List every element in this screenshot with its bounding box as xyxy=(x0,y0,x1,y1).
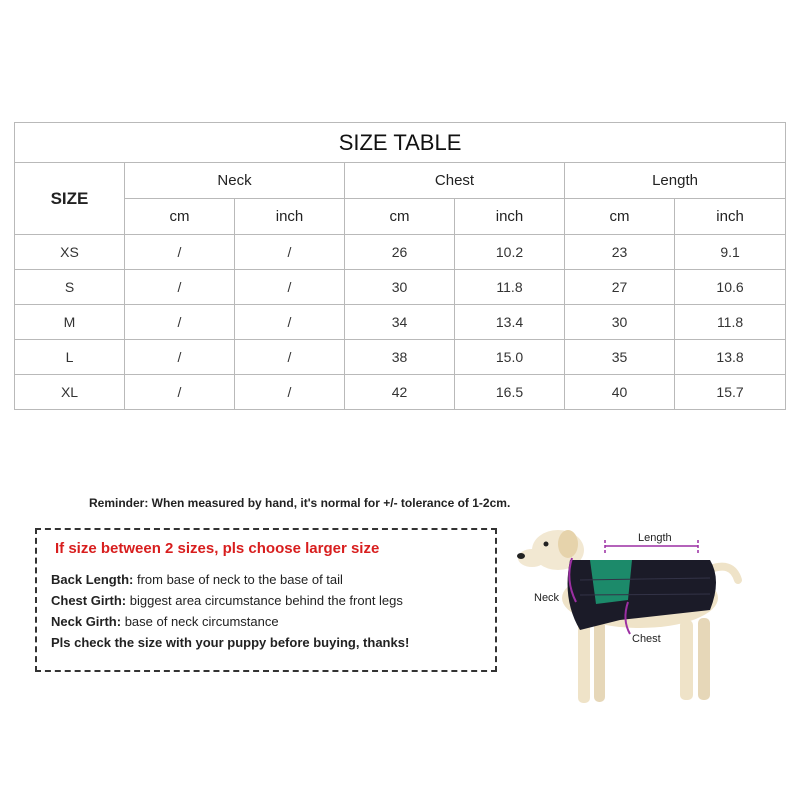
dog-measurement-diagram xyxy=(510,520,770,720)
measurement-reminder: Reminder: When measured by hand, it's normal for +/- tolerance of 1-2cm. xyxy=(89,496,511,510)
table-cell: / xyxy=(235,235,345,270)
size-cell: XL xyxy=(15,375,125,410)
table-row xyxy=(15,305,786,340)
table-cell: 30 xyxy=(565,305,675,340)
table-cell: / xyxy=(125,305,235,340)
chest-girth-text: biggest area circumstance behind the front legs xyxy=(126,593,403,608)
unit-header: inch xyxy=(455,199,565,235)
table-cell: 40 xyxy=(565,375,675,410)
table-title: SIZE TABLE xyxy=(15,123,786,163)
size-header: SIZE xyxy=(15,163,125,235)
length-header: Length xyxy=(565,163,786,199)
table-cell: 11.8 xyxy=(455,270,565,305)
table-cell: 23 xyxy=(565,235,675,270)
size-notice-box xyxy=(35,528,497,672)
table-cell: / xyxy=(125,235,235,270)
neck-girth-note xyxy=(51,614,279,629)
unit-header: inch xyxy=(235,199,345,235)
table-cell: 13.4 xyxy=(455,305,565,340)
table-row xyxy=(15,235,786,270)
length-label: Length xyxy=(638,532,672,544)
neck-header: Neck xyxy=(125,163,345,199)
notice-title: If size between 2 sizes, pls choose larger size xyxy=(55,540,380,557)
table-cell: 30 xyxy=(345,270,455,305)
size-table xyxy=(14,122,786,410)
table-cell: 38 xyxy=(345,340,455,375)
table-cell: 42 xyxy=(345,375,455,410)
table-cell: / xyxy=(235,305,345,340)
table-row xyxy=(15,340,786,375)
back-length-text: from base of neck to the base of tail xyxy=(133,572,343,587)
table-cell: 26 xyxy=(345,235,455,270)
table-cell: 27 xyxy=(565,270,675,305)
size-cell: XS xyxy=(15,235,125,270)
size-cell: M xyxy=(15,305,125,340)
size-cell: L xyxy=(15,340,125,375)
back-length-note xyxy=(51,572,343,587)
table-cell: 16.5 xyxy=(455,375,565,410)
unit-header: cm xyxy=(345,199,455,235)
table-cell: 10.6 xyxy=(675,270,786,305)
chest-header: Chest xyxy=(345,163,565,199)
table-cell: / xyxy=(125,375,235,410)
neck-girth-label: Neck Girth: xyxy=(51,614,122,629)
back-length-label: Back Length: xyxy=(51,572,134,587)
table-cell: / xyxy=(235,340,345,375)
dog-illustration xyxy=(510,520,770,720)
table-cell: 15.7 xyxy=(675,375,786,410)
table-cell: / xyxy=(125,340,235,375)
chest-girth-note xyxy=(51,593,403,608)
table-cell: / xyxy=(235,270,345,305)
unit-header: cm xyxy=(125,199,235,235)
neck-label: Neck xyxy=(534,592,560,604)
table-row xyxy=(15,375,786,410)
final-advice: Pls check the size with your puppy before buying, thanks! xyxy=(51,635,410,650)
neck-girth-text: base of neck circumstance xyxy=(121,614,279,629)
table-cell: 9.1 xyxy=(675,235,786,270)
size-cell: S xyxy=(15,270,125,305)
unit-header: cm xyxy=(565,199,675,235)
table-cell: / xyxy=(125,270,235,305)
table-cell: 11.8 xyxy=(675,305,786,340)
chest-label: Chest xyxy=(632,633,661,645)
table-cell: 35 xyxy=(565,340,675,375)
table-cell: 13.8 xyxy=(675,340,786,375)
chest-girth-label: Chest Girth: xyxy=(51,593,127,608)
table-cell: / xyxy=(235,375,345,410)
table-row xyxy=(15,270,786,305)
table-cell: 15.0 xyxy=(455,340,565,375)
table-cell: 10.2 xyxy=(455,235,565,270)
unit-header: inch xyxy=(675,199,786,235)
table-cell: 34 xyxy=(345,305,455,340)
